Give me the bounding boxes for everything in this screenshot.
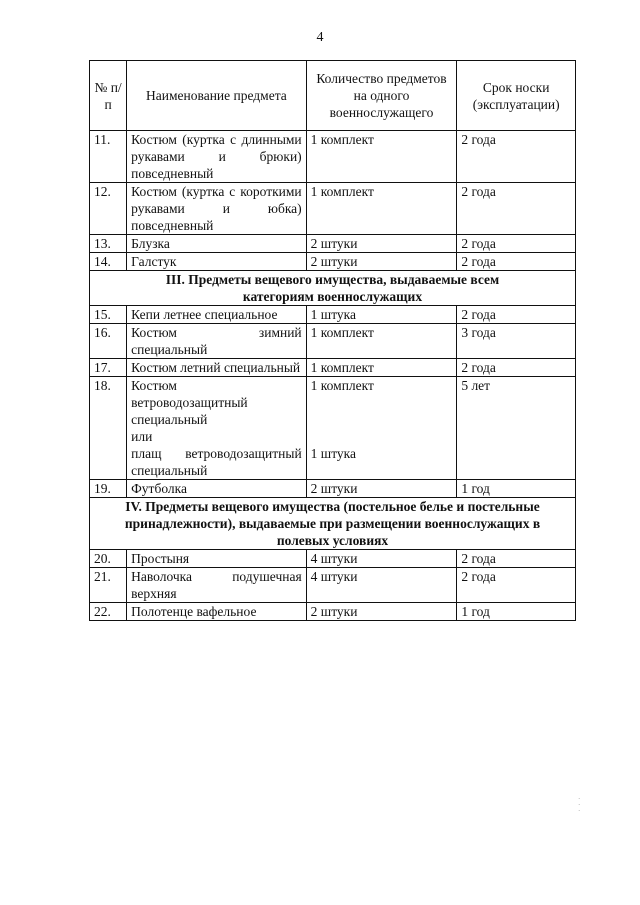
row-term: 1 год [457,603,576,621]
row-num: 22. [90,603,127,621]
table-row [90,131,576,183]
table-row [90,306,576,324]
row-qty: 1 штука [306,306,457,324]
row-name-line: специальный [131,463,208,478]
row-num: 21. [90,568,127,603]
section-title-3: III. Предметы вещевого имущества, выдаваемые всем категориям военнослужащих [90,271,576,306]
row-term: 2 года [457,550,576,568]
row-name: Простыня [127,550,307,568]
row-num: 14. [90,253,127,271]
row-name: Футболка [127,480,307,498]
row-num: 20. [90,550,127,568]
row-qty: 2 штуки [306,253,457,271]
header-qty: Количество предметов на одного военнослужащего [306,61,457,131]
row-name: Костюм зимний специальный [127,324,307,359]
row-name: Полотенце вафельное [127,603,307,621]
row-term: 2 года [457,359,576,377]
section-row [90,498,576,550]
row-num: 16. [90,324,127,359]
table-row [90,253,576,271]
table-row [90,183,576,235]
row-name: Галстук [127,253,307,271]
table-row [90,480,576,498]
row-num: 13. [90,235,127,253]
row-num: 17. [90,359,127,377]
row-num: 11. [90,131,127,183]
row-qty: 4 штуки [306,550,457,568]
row-qty-line: 1 комплект [310,378,374,393]
items-table [89,60,576,621]
row-qty: 4 штуки [306,568,457,603]
row-num: 12. [90,183,127,235]
table-row [90,568,576,603]
row-qty-line: 1 штука [310,446,357,461]
row-name-line: ветроводозащитный [131,395,248,410]
row-name-line: или [131,429,153,444]
row-num: 18. [90,377,127,480]
row-qty: 1 комплект [306,131,457,183]
table-row [90,359,576,377]
table-row [90,550,576,568]
row-name: Кепи летнее специальное [127,306,307,324]
row-num: 15. [90,306,127,324]
row-name: Наволочка подушечная верхняя [127,568,307,603]
scan-mark: · · · [578,795,581,815]
row-name: Костюм летний специальный [127,359,307,377]
row-name: Костюм (куртка с короткими рукавами и юбка) повседневный [127,183,307,235]
header-name: Наименование предмета [127,61,307,131]
section-title-4: IV. Предметы вещевого имущества (постельное белье и постельные принадлежности), выдаваемые при размещении военнослужащих в полевых условиях [90,498,576,550]
row-qty: 1 комплект [306,183,457,235]
row-name-line: Костюм [131,378,177,393]
row-name-line: плащ ветроводозащитный [131,446,302,461]
row-term: 2 года [457,183,576,235]
row-term: 1 год [457,480,576,498]
table-row [90,377,576,480]
table-row [90,324,576,359]
row-term: 2 года [457,253,576,271]
header-term: Срок носки (эксплуатации) [457,61,576,131]
row-term: 2 года [457,131,576,183]
header-num: № п/п [90,61,127,131]
row-name-line: специальный [131,412,208,427]
row-name [127,377,307,480]
row-qty: 2 штуки [306,235,457,253]
section-row [90,271,576,306]
row-qty: 2 штуки [306,603,457,621]
row-qty [306,377,457,480]
row-qty: 1 комплект [306,359,457,377]
row-term: 2 года [457,306,576,324]
table-header-row [90,61,576,131]
row-name: Блузка [127,235,307,253]
row-term: 5 лет [457,377,576,480]
row-term: 3 года [457,324,576,359]
row-term: 2 года [457,235,576,253]
row-term: 2 года [457,568,576,603]
row-num: 19. [90,480,127,498]
row-qty: 2 штуки [306,480,457,498]
table-row [90,603,576,621]
row-name: Костюм (куртка с длинными рукавами и брюки) повседневный [127,131,307,183]
page-number: 4 [316,30,324,45]
row-qty: 1 комплект [306,324,457,359]
table-row [90,235,576,253]
